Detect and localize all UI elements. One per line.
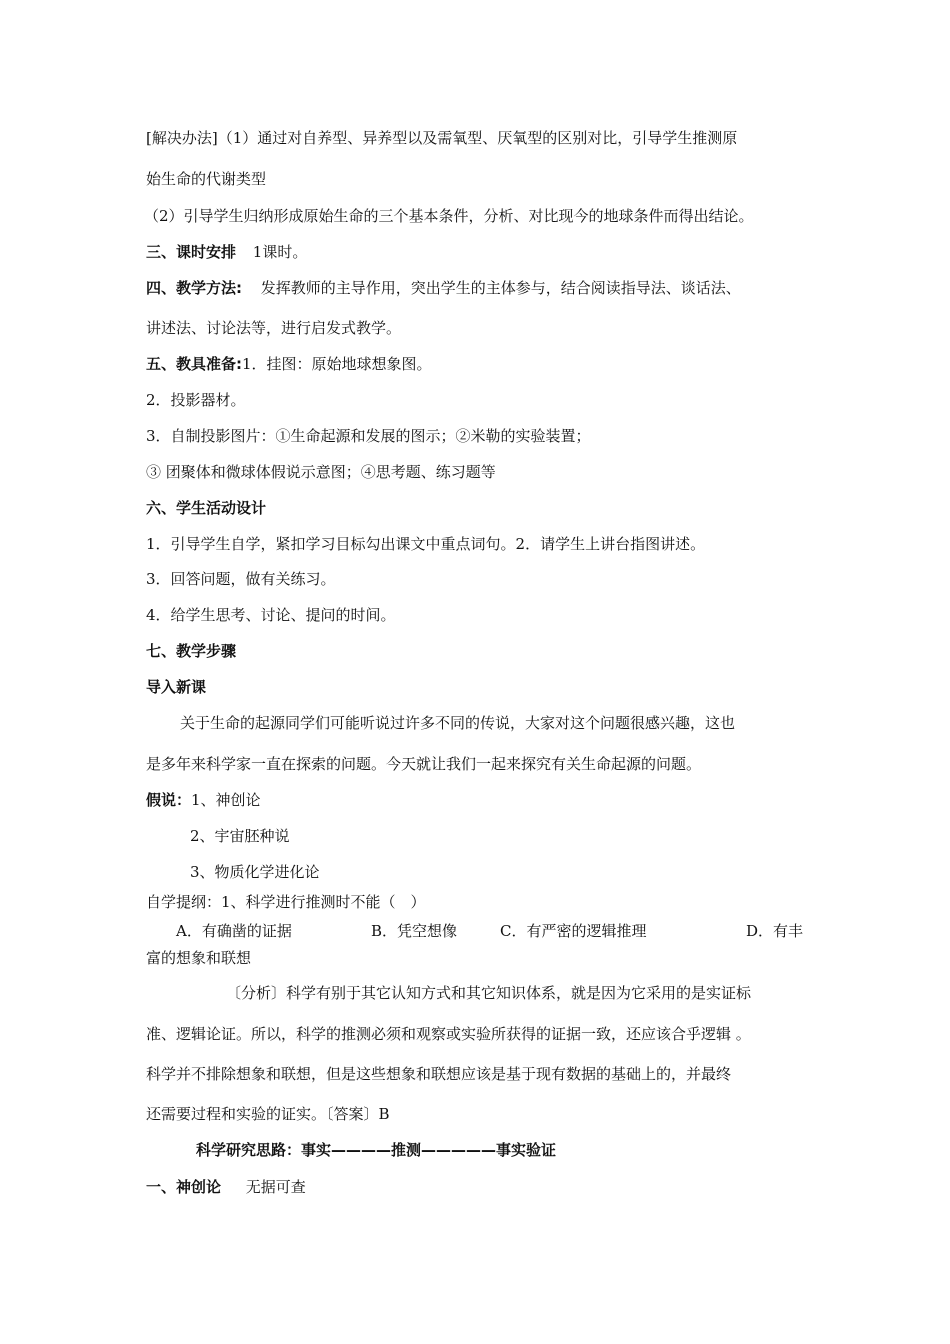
section-5-item-3: 3．自制投影图片：①生命起源和发展的图示；②米勒的实验装置； [146,427,591,445]
section-6-item-3: 4．给学生思考、讨论、提问的时间。 [146,606,396,624]
section-1-creationism [146,1177,306,1197]
hypothesis-item-1: 1、神创论 [191,791,261,809]
option-a: A．有确凿的证据 [176,922,292,940]
solution-line-3: （2）引导学生归纳形成原始生命的三个基本条件，分析、对比现今的地球条件而得出结论。 [144,207,754,225]
section-5 [146,354,432,374]
creationism-heading: 一、神创论 [146,1178,222,1196]
analysis-line-3: 科学并不排除想象和联想，但是这些想象和联想应该是基于现有数据的基础上的，并最终 [146,1065,732,1083]
intro-paragraph-line-2: 是多年来科学家一直在探索的问题。今天就让我们一起来探究有关生命起源的问题。 [146,755,702,773]
section-6-heading: 六、学生活动设计 [146,499,267,517]
hypothesis-item-3: 3、物质化学进化论 [190,863,320,881]
creationism-text: 无据可查 [245,1178,306,1196]
section-5-item-2: 2．投影器材。 [146,391,246,409]
question-stem: 自学提纲：1、科学进行推测时不能（ ） [146,893,426,911]
analysis-answer: 还需要过程和实验的证实。〔答案〕B [146,1105,390,1123]
section-6-item-2: 3．回答问题，做有关练习。 [146,570,336,588]
section-7-heading: 七、教学步骤 [146,642,237,660]
section-3-heading: 三、课时安排 [146,243,237,261]
hypothesis-line-1 [146,790,261,810]
intro-heading: 导入新课 [146,678,207,696]
option-b: B．凭空想像 [371,922,458,940]
section-4-continued: 讲述法、讨论法等，进行启发式教学。 [146,319,402,337]
section-3-text: 1课时。 [252,243,308,261]
hypothesis-heading: 假说： [146,791,192,809]
research-approach: 科学研究思路：事实————推测—————事实验证 [196,1141,557,1159]
option-d-continued: 富的想象和联想 [146,949,252,967]
solution-line-2: 始生命的代谢类型 [146,170,267,188]
section-3 [146,242,307,262]
section-5-item-4: ③ 团聚体和微球体假说示意图；④思考题、练习题等 [146,463,496,481]
option-c: C．有严密的逻辑推理 [500,922,647,940]
section-5-text: 1．挂图：原始地球想象图。 [242,355,432,373]
section-4-heading: 四、教学方法: [146,279,242,297]
analysis-line-2: 准、逻辑论证。所以，科学的推测必须和观察或实验所获得的证据一致，还应该合乎逻辑 。 [146,1025,751,1043]
solution-line-1: [解决办法]（1）通过对自养型、异养型以及需氧型、厌氧型的区别对比，引导学生推测原 [146,129,738,147]
section-4-text: 发挥教师的主导作用，突出学生的主体参与，结合阅读指导法、谈话法、 [260,279,741,297]
option-d: D．有丰 [746,922,804,940]
intro-paragraph-line-1: 关于生命的起源同学们可能听说过许多不同的传说，大家对这个问题很感兴趣，这也 [180,714,736,732]
analysis-line-1: 〔分析〕科学有别于其它认知方式和其它知识体系，就是因为它采用的是实证标 [226,984,752,1002]
section-6-item-1: 1．引导学生自学，紧扣学习目标勾出课文中重点词句。2．请学生上讲台指图讲述。 [146,535,706,553]
section-4 [146,278,741,298]
section-5-heading: 五、教具准备: [146,355,242,373]
hypothesis-item-2: 2、宇宙胚种说 [190,827,290,845]
